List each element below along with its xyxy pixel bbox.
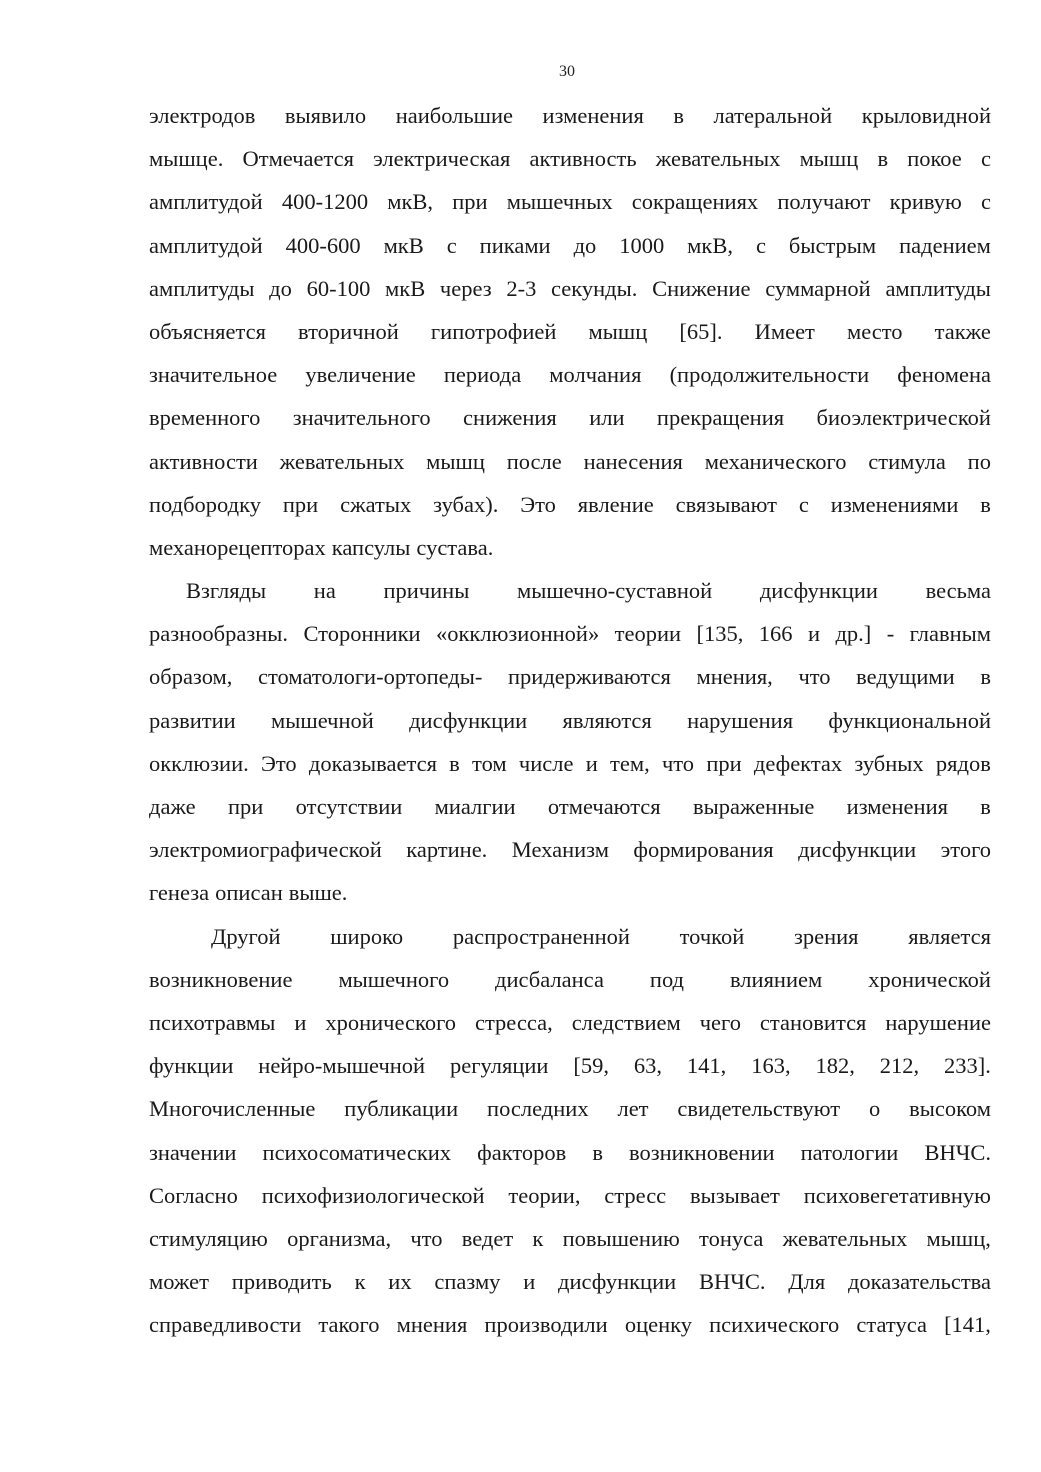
text-line: возникновение мышечного дисбаланса под влиянием хронической	[149, 966, 991, 992]
text-line: образом, стоматологи-ортопеды- придерживаются мнения, что ведущими в	[149, 664, 991, 690]
text-line: амплитуды до 60-100 мкВ через 2-3 секунды. Снижение суммарной амплитуды	[149, 275, 991, 301]
text-line: подбородку при сжатых зубах). Это явление связывают с изменениями в	[149, 491, 991, 517]
text-line: справедливости такого мнения производили оценку психического статуса [141,	[149, 1312, 991, 1338]
text-line: Согласно психофизиологической теории, стресс вызывает психовегетативную	[149, 1182, 991, 1208]
page-number: 30	[559, 63, 575, 80]
text-line: временного значительного снижения или прекращения биоэлектрической	[149, 405, 991, 431]
text-line: механорецепторах капсулы сустава.	[149, 534, 494, 560]
text-line: мышце. Отмечается электрическая активность жевательных мышц в покое с	[149, 146, 991, 172]
text-line: Другой широко распространенной точкой зрения является	[211, 923, 991, 949]
text-line: амплитудой 400-1200 мкВ, при мышечных сокращениях получают кривую с	[149, 189, 991, 215]
text-line: может приводить к их спазму и дисфункции ВНЧС. Для доказательства	[149, 1269, 991, 1295]
text-line: функции нейро-мышечной регуляции [59, 63, 141, 163, 182, 212, 233].	[149, 1053, 991, 1079]
text-line: разнообразны. Сторонники «окклюзионной» теории [135, 166 и др.] - главным	[149, 621, 991, 647]
document-body	[149, 94, 991, 1346]
text-line: Многочисленные публикации последних лет свидетельствуют о высоком	[149, 1096, 991, 1122]
text-line: значительное увеличение периода молчания (продолжительности феномена	[149, 362, 991, 388]
text-line: электродов выявило наибольшие изменения в латеральной крыловидной	[149, 103, 991, 128]
text-line: объясняется вторичной гипотрофией мышц [65]. Имеет место также	[149, 318, 991, 344]
text-line: активности жевательных мышц после нанесения механического стимула по	[149, 448, 991, 474]
text-line: окклюзии. Это доказывается в том числе и тем, что при дефектах зубных рядов	[149, 750, 991, 776]
text-line: значении психосоматических факторов в возникновении патологии ВНЧС.	[149, 1139, 991, 1165]
text-line: Взгляды на причины мышечно-суставной дисфункции весьма	[186, 578, 991, 604]
text-line: стимуляцию организма, что ведет к повышению тонуса жевательных мышц,	[149, 1225, 991, 1251]
paragraph-2	[149, 569, 991, 915]
text-line: электромиографической картине. Механизм формирования дисфункции этого	[149, 837, 991, 863]
paragraph-1	[149, 94, 991, 569]
text-line: генеза описан выше.	[149, 880, 348, 906]
text-line: психотравмы и хронического стресса, следствием чего становится нарушение	[149, 1009, 991, 1035]
text-line: развитии мышечной дисфункции являются нарушения функциональной	[149, 707, 991, 733]
paragraph-3	[149, 915, 991, 1347]
text-line: амплитудой 400-600 мкВ с пиками до 1000 мкВ, с быстрым падением	[149, 232, 991, 258]
text-line: даже при отсутствии миалгии отмечаются выраженные изменения в	[149, 794, 991, 819]
